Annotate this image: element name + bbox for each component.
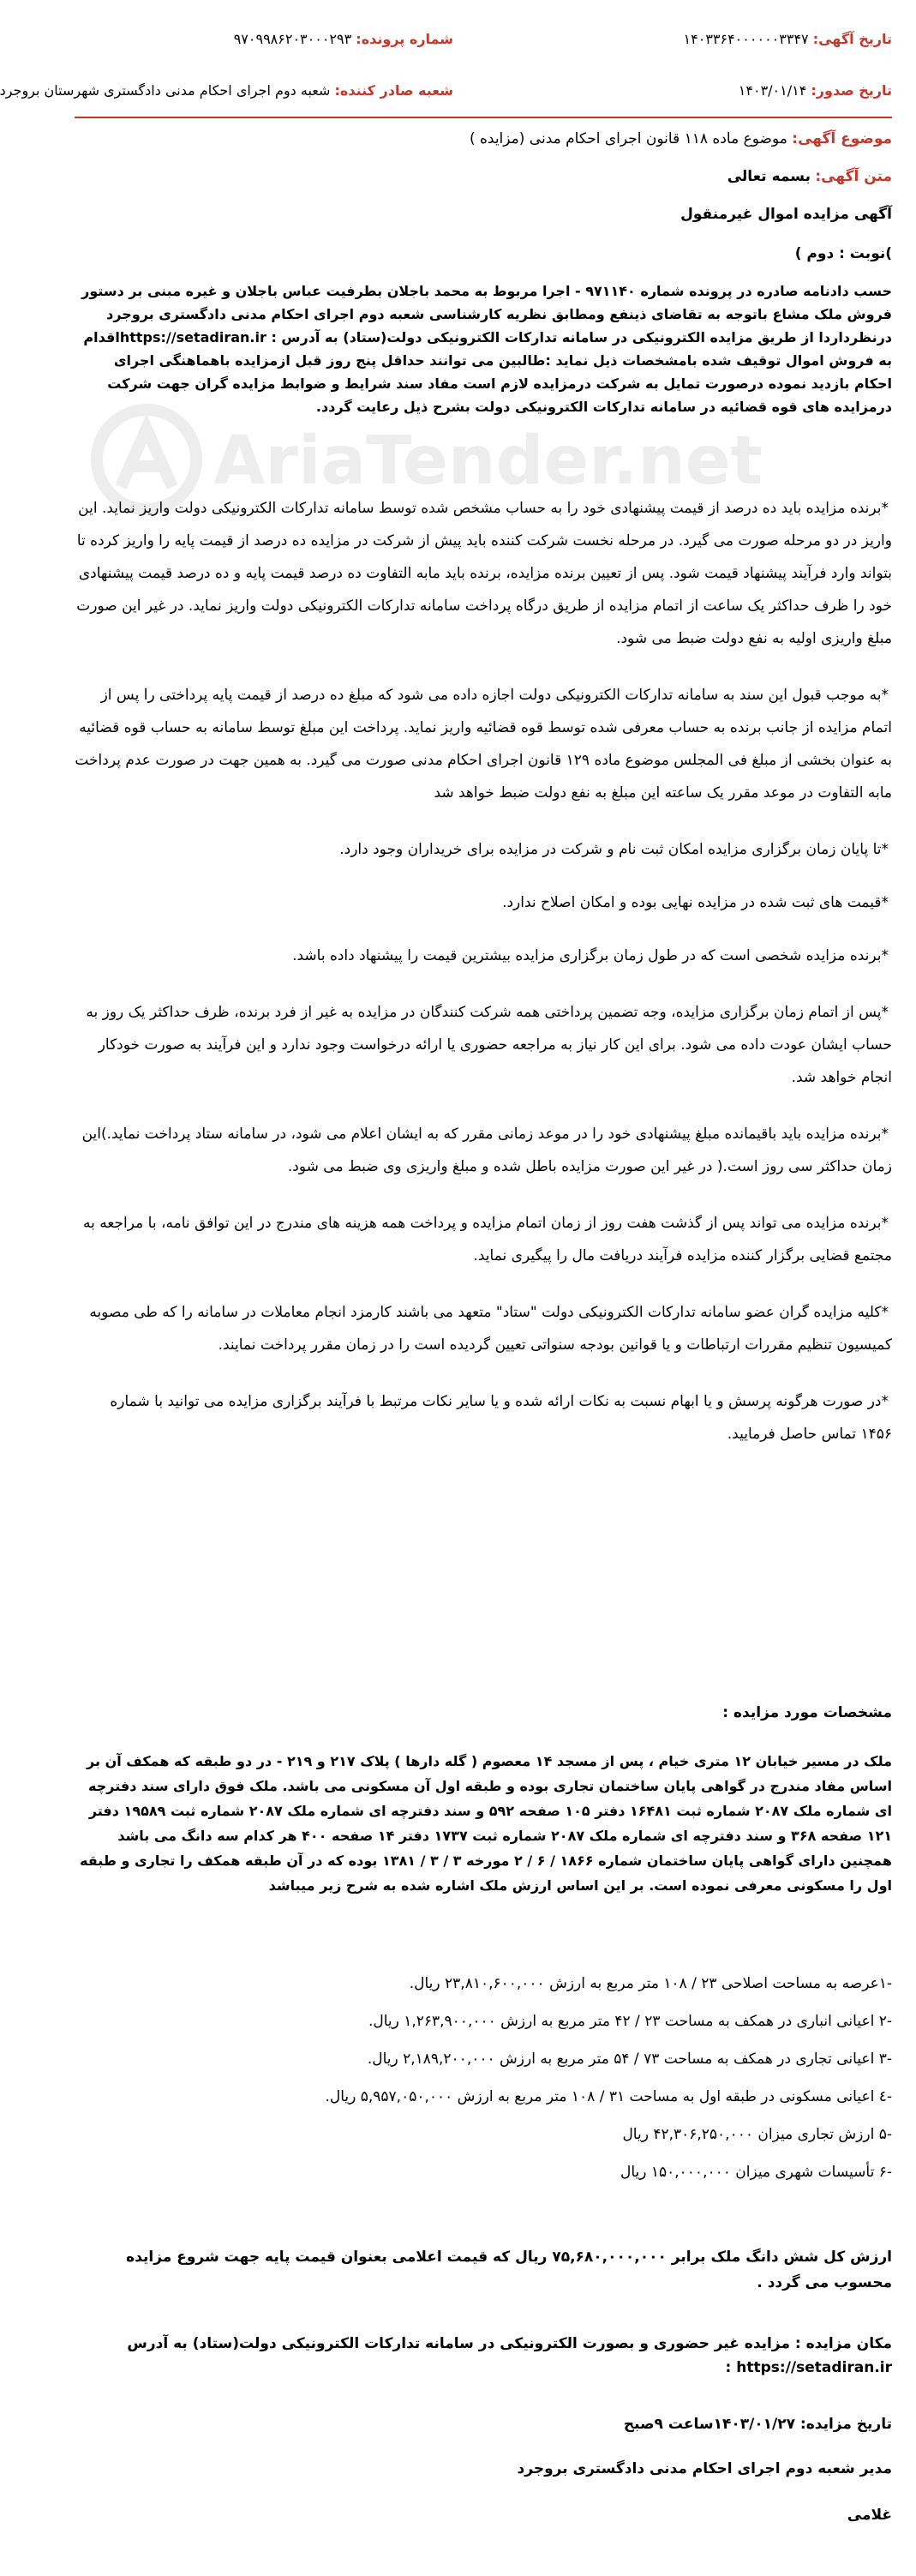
meta-row-2 (0, 82, 916, 117)
case-number (234, 31, 453, 47)
issue-date (739, 82, 892, 99)
subject-row (75, 130, 892, 147)
body-title-value: بسمه تعالی (727, 168, 811, 185)
value-item-3: -۳ اعیانی تجاری در همکف به مساحت ۷۳ / ۵۴ متر مربع به ارزش ۲,۱۸۹,۲۰۰,۰۰۰ ریال. (367, 2051, 892, 2068)
term-10: *در صورت هرگونه پرسش و یا ابهام نسبت به نکات ارائه شده و یا سایر نکات مرتبط با فرآیند برگزاری مزایده می توانید با شماره ۱۴۵۶ تماس حاصل فرمایید. (110, 1393, 892, 1443)
term-4: *قیمت های ثبت شده در مزایده نهایی بوده و امکان اصلاح ندارد. (502, 894, 889, 911)
value-item-6: -۶ تأسیسات شهری میزان ۱۵۰,۰۰۰,۰۰۰ ریال (620, 2164, 892, 2181)
term-9: *کلیه مزایده گران عضو سامانه تدارکات الکترونیکی دولت "ستاد" متعهد می باشند کارمزد انجام معاملات در سامانه را که طی مصوبه کمیسیون تنظیم مقررات ارتباطات و یا قوانین بودجه سنواتی تعیین گردیده است را در زمان مقرر پرداخت نمایند. (89, 1304, 892, 1354)
terms-list (75, 492, 892, 1474)
ad-number (684, 31, 892, 47)
subject-value: موضوع ماده ۱۱۸ قانون اجرای احکام مدنی (مزایده ) (469, 130, 787, 147)
signature-title: مدیر شعبه دوم اجرای احکام مدنی دادگستری بروجرد (517, 2460, 892, 2477)
case-number-value: ۹۷۰۹۹۸۶۲۰۳۰۰۰۲۹۳ (233, 31, 352, 47)
intro-paragraph: حسب دادنامه صادره در پرونده شماره ۹۷۱۱۴۰ - اجرا مربوط به محمد باجلان بطرفیت عباس باجلان و غیره مبنی بر دستور فروش ملک مشاع باتوجه به تقاضای ذینفع ومطابق نظریه کارشناسی شعبه دوم اجرای احکام مدنی دادگستری بروجرد درنظرداردا از طریق مزایده الکترونیکی در سامانه تدارکات الکترونیکی دولت(ستاد) به آدرس : https://setadiran.irاقدام به فروش اموال توقیف شده بامشخصات ذیل نماید :طالبین می توانند حداقل پنج روز قبل ازمزایده باهماهنگی اجرای احکام بازدید نموده درصورت تمایل به شرکت درمزایده لازم است مفاد سند شرایط و ضوابط مزایده گران جهت شرکت درمزایده های قوه قضائیه در سامانه تدارکات الکترونیکی دولت بشرح ذیل رعایت گردد. (81, 283, 892, 415)
value-item-5: -۵ ارزش تجاری میزان ۴۲,۳۰۶,۲۵۰,۰۰۰ ریال (622, 2126, 892, 2143)
auction-location-url: https://setadiran.ir : (725, 2359, 892, 2376)
property-description: ملک در مسیر خیابان ۱۲ متری خیام ، پس از مسجد ۱۴ معصوم ( گله دارها ) پلاک ۲۱۷ و ۲۱۹ - در دو طبقه که همکف آن بر اساس مفاد مندرج در گواهی پایان ساختمان تجاری بوده و طبقه اول آن مسکونی می باشد. ملک فوق دارای سند دفترچه ای شماره ملک ۲۰۸۷ شماره ثبت ۱۶۴۸۱ دفتر ۱۰۵ صفحه ۵۹۲ و سند دفترچه ای شماره ملک ۲۰۸۷ شماره ثبت ۱۹۵۸۹ دفتر ۱۲۱ صفحه ۳۶۸ و سند دفترچه ای شماره ملک ۲۰۸۷ شماره ثبت ۱۷۳۷ دفتر ۱۴ صفحه ۴۰۰ هر کدام سه دانگ می باشد همچنین دارای گواهی پایان ساختمان شماره ۱۸۶۶ / ۶ / ۲ مورخه ۳ / ۳ / ۱۳۸۱ بوده که در آن طبقه همکف را تجاری و طبقه اول را مسکونی معرفی نموده است. بر این اساس ارزش ملک اشاره شده به شرح زیر میباشد (80, 1753, 892, 1894)
value-item-2: -۲ اعیانی انباری در همکف به مساحت ۲۳ / ۴۲ متر مربع به ارزش ۱,۲۶۳,۹۰۰,۰۰۰ ریال. (368, 2013, 892, 2030)
issue-date-label: تاریخ صدور: (811, 82, 892, 99)
issuer-label: شعبه صادر کننده: (334, 82, 453, 99)
issue-date-value: ۱۴۰۳/۰۱/۱۴ (738, 82, 807, 99)
value-breakdown-list (75, 1965, 892, 2191)
body-label: متن آگهی: (815, 168, 892, 185)
issuer-value: شعبه دوم اجرای احکام مدنی دادگستری شهرستان بروجرد (0, 82, 331, 99)
term-5: *برنده مزایده شخصی است که در طول زمان برگزاری مزایده بیشترین قیمت را پیشنهاد داده باشد. (292, 947, 889, 964)
total-value: ارزش کل شش دانگ ملک برابر ۷۵,۶۸۰,۰۰۰,۰۰۰ ریال که قیمت اعلامی بعنوان قیمت پایه جهت شروع مزایده محسوب می گردد . (126, 2249, 892, 2291)
header-divider (75, 117, 892, 118)
term-2: *به موجب قبول این سند به سامانه تدارکات الکترونیکی دولت اجازه داده می شود که مبلغ ده درصد از قیمت پایه پرداختی را پس از اتمام مزایده از جانب برنده به حساب معرفی شده توسط قوه قضائیه واریز نماید. پرداخت این مبلغ توسط سامانه به حساب قوه قضائیه به عنوان بخشی از مبلغ فی المجلس موضوع ماده ۱۲۹ قانون اجرای احکام مدنی صورت می گیرد. به همین جهت در صورت عدم پرداخت مابه التفاوت در موعد مقرر یک ساعته این مبلغ به نفع دولت ضبط خواهد شد (75, 687, 892, 802)
term-6: *پس از اتمام زمان برگزاری مزایده، وجه تضمین پرداختی همه شرکت کنندگان در مزایده به غیر از فرد برنده، ظرف حداکثر یک روز به حساب ایشان عودت داده می شود. برای این کار نیاز به مراجعه حضوری یا ارائه درخواست وجود ندارد و این فرآیند به صورت خودکار انجام خواهد شد. (86, 1004, 892, 1086)
term-1: *برنده مزایده باید ده درصد از قیمت پیشنهادی خود را به حساب مشخص شده توسط سامانه تدارکات الکترونیکی دولت واریز نماید. این واریز در دو مرحله صورت می گیرد. در مرحله نخست شرکت کننده باید پیش از شرکت در مزایده ده درصد از قیمت پایه را واریز کرده تا بتواند وارد فرآیند پیشنهاد قیمت شود. پس از تعیین برنده مزایده، برنده باید مابه التفاوت ده درصد قیمت پایه و ده درصد قیمت پیشنهادی خود را ظرف حداکثر یک ساعت از اتمام مزایده از طریق درگاه پرداخت سامانه تدارکات الکترونیکی دولت واریز نماید. در غیر این صورت مبلغ واریزی اولیه به نفع دولت ضبط می شود. (76, 500, 892, 647)
notice-round: )نوبت : دوم ) (794, 245, 892, 262)
value-item-4: -٤ اعیانی مسکونی در طبقه اول به مساحت ۳۱ / ۱۰۸ متر مربع به ارزش ۵,۹۵۷,۰۵۰,۰۰۰ ریال. (325, 2088, 892, 2105)
term-8: *برنده مزایده می تواند پس از گذشت هفت روز از زمان اتمام مزایده و پرداخت همه هزینه های مندرج در این توافق نامه، با مراجعه به مجتمع قضایی برگزار کننده مزایده فرآیند دریافت مال را پیگیری نماید. (82, 1215, 892, 1264)
ad-number-value: ۱۴۰۳۳۶۴۰۰۰۰۰۰۳۳۴۷ (683, 31, 809, 47)
auction-location-label: مکان مزایده : مزایده غیر حضوری و بصورت الکترونیکی در سامانه تدارکات الکترونیکی دولت(ستاد) به آدرس (127, 2335, 892, 2352)
auction-date: تاریخ مزایده: ۱۴۰۳/۰۱/۲۷ساعت ۹صبح (623, 2416, 892, 2433)
watermark-logo-letter (121, 429, 172, 487)
case-number-label: شماره پرونده: (356, 31, 453, 47)
specs-title: مشخصات مورد مزایده : (722, 1704, 892, 1721)
term-7: *برنده مزایده باید باقیمانده مبلغ پیشنهادی خود را در موعد زمانی مقرر که به ایشان اعلام می شود، در سامانه ستاد پرداخت نماید.)این زمان حداکثر سی روز است.( در غیر این صورت مزایده باطل شده و مبلغ واریزی وی ضبط می شود. (81, 1126, 892, 1175)
auction-location (75, 2332, 892, 2380)
issuer (0, 82, 453, 99)
signature-name: غلامی (847, 2507, 892, 2524)
notice-title: آگهی مزایده اموال غیرمنقول (680, 206, 892, 223)
body-title-row (75, 168, 892, 185)
ad-number-label: تاریخ آگهی: (812, 31, 892, 47)
subject-label: موضوع آگهی: (792, 130, 892, 147)
meta-row-1 (51, 31, 916, 65)
value-item-1: -۱عرصه به مساحت اصلاحی ۲۳ / ۱۰۸ متر مربع به ارزش ۲۳,۸۱۰,۶۰۰,۰۰۰ ریال. (409, 1975, 892, 1992)
watermark-text: AriaTender.net (213, 423, 763, 500)
term-3: *تا پایان زمان برگزاری مزایده امکان ثبت نام و شرکت در مزایده برای خریداران وجود دارد. (339, 841, 889, 858)
